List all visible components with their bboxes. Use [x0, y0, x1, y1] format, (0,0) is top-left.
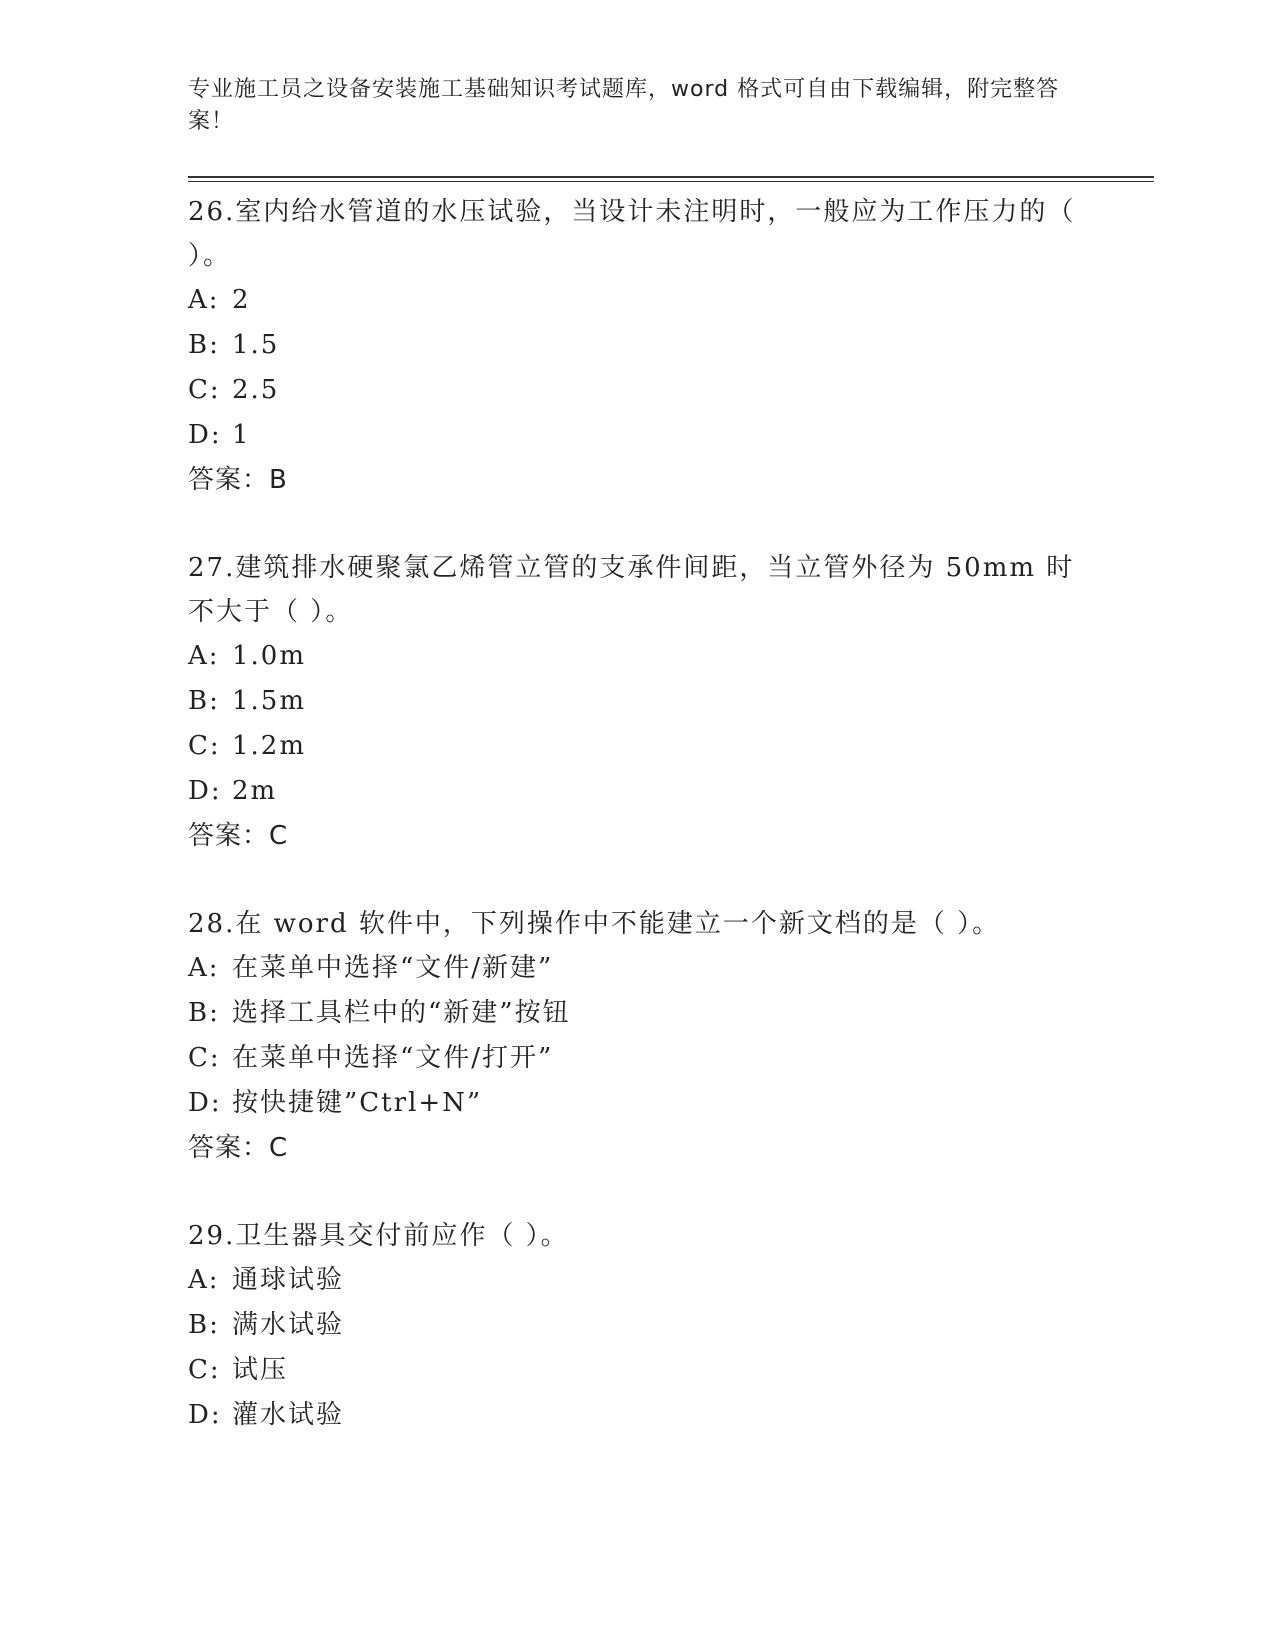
- option-c: [188, 1036, 1088, 1081]
- option-letter: A:: [188, 953, 220, 983]
- option-a: [188, 1258, 1088, 1303]
- option-d: [188, 1081, 1088, 1126]
- option-text: 灌水试验: [232, 1400, 345, 1430]
- question-26: [188, 190, 1088, 502]
- option-text: 按快捷键”Ctrl+N”: [232, 1088, 483, 1118]
- option-text: 2m: [232, 776, 278, 806]
- option-text: 1.5m: [232, 686, 307, 716]
- option-text: 2: [232, 285, 251, 315]
- option-c: [188, 368, 1088, 413]
- question-stem: 26.室内给水管道的水压试验，当设计未注明时，一般应为工作压力的（ ）。: [188, 197, 1076, 271]
- header-rule-top: [188, 176, 1154, 178]
- option-text: 2.5: [232, 375, 280, 405]
- option-letter: A:: [188, 1265, 220, 1295]
- document-header: 专业施工员之设备安装施工基础知识考试题库，word 格式可自由下载编辑，附完整答案！: [188, 77, 1060, 134]
- option-letter: D:: [188, 1400, 222, 1430]
- option-letter: A:: [188, 641, 220, 671]
- option-d: [188, 413, 1088, 458]
- option-d: [188, 769, 1088, 814]
- option-b: [188, 991, 1088, 1036]
- answer-line: 答案：C: [188, 821, 289, 851]
- option-a: [188, 278, 1088, 323]
- question-28: [188, 902, 1088, 1170]
- header-rule-bottom: [188, 181, 1154, 182]
- option-letter: B:: [188, 1310, 220, 1340]
- option-letter: C:: [188, 731, 221, 761]
- option-text: 试压: [232, 1355, 289, 1385]
- option-text: 在菜单中选择“文件/新建”: [232, 953, 554, 983]
- option-letter: C:: [188, 375, 221, 405]
- question-stem: 28.在 word 软件中，下列操作中不能建立一个新文档的是（ ）。: [188, 909, 1001, 939]
- option-d: [188, 1393, 1088, 1438]
- question-stem: 27.建筑排水硬聚氯乙烯管立管的支承件间距，当立管外径为 50mm 时不大于（ ）。: [188, 553, 1075, 627]
- option-a: [188, 946, 1088, 991]
- option-letter: B:: [188, 686, 220, 716]
- option-b: [188, 1303, 1088, 1348]
- option-letter: D:: [188, 1088, 222, 1118]
- option-c: [188, 1348, 1088, 1393]
- option-text: 在菜单中选择“文件/打开”: [232, 1043, 554, 1073]
- option-text: 1.2m: [232, 731, 307, 761]
- option-c: [188, 724, 1088, 769]
- answer-line: 答案：B: [188, 465, 288, 495]
- option-b: [188, 323, 1088, 368]
- option-text: 1.5: [232, 330, 280, 360]
- option-letter: D:: [188, 776, 222, 806]
- option-text: 1: [232, 420, 251, 450]
- option-text: 通球试验: [232, 1265, 345, 1295]
- question-27: [188, 546, 1088, 858]
- option-a: [188, 634, 1088, 679]
- option-letter: B:: [188, 998, 220, 1028]
- option-letter: C:: [188, 1043, 221, 1073]
- option-b: [188, 679, 1088, 724]
- question-list: [188, 190, 1088, 1482]
- question-stem: 29.卫生器具交付前应作（ ）。: [188, 1221, 569, 1251]
- option-letter: A:: [188, 285, 220, 315]
- question-29: [188, 1214, 1088, 1438]
- answer-line: 答案：C: [188, 1133, 289, 1163]
- option-text: 选择工具栏中的“新建”按钮: [232, 998, 571, 1028]
- option-letter: D:: [188, 420, 222, 450]
- option-letter: C:: [188, 1355, 221, 1385]
- option-text: 满水试验: [232, 1310, 345, 1340]
- option-text: 1.0m: [232, 641, 307, 671]
- option-letter: B:: [188, 330, 220, 360]
